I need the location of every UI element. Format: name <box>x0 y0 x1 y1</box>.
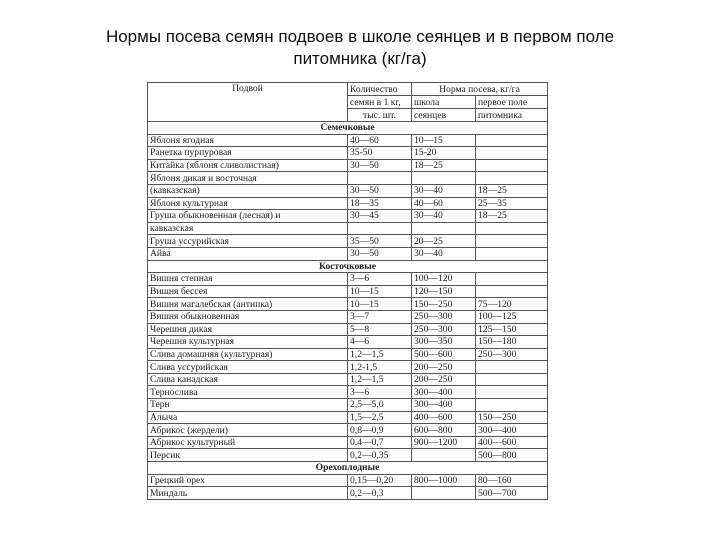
table-row <box>148 235 548 248</box>
cell-norm-field: 500—700 <box>476 487 548 500</box>
cell-norm-school <box>412 487 476 500</box>
cell-norm-school: 600—800 <box>412 424 476 437</box>
cell-rootstock: Персик <box>148 449 348 462</box>
table-row <box>148 247 548 260</box>
cell-seed-quantity: 30—50 <box>348 247 412 260</box>
cell-rootstock: Грецкий орех <box>148 474 348 487</box>
table-body <box>148 122 548 500</box>
cell-norm-field: 75—120 <box>476 298 548 311</box>
table-row <box>148 449 548 462</box>
table-row <box>148 197 548 210</box>
table-row <box>148 172 548 185</box>
table-row <box>148 361 548 374</box>
cell-rootstock: (кавказская) <box>148 184 348 197</box>
cell-seed-quantity: 3—6 <box>348 273 412 286</box>
cell-rootstock: Вишня степная <box>148 273 348 286</box>
table-row <box>148 310 548 323</box>
cell-rootstock: Вишня обыкновенная <box>148 310 348 323</box>
cell-rootstock: Слива канадская <box>148 373 348 386</box>
cell-norm-school: 10—15 <box>412 134 476 147</box>
table-row <box>148 474 548 487</box>
section-title: Семечковые <box>148 122 548 135</box>
header-rootstock: Подвой <box>148 83 348 122</box>
cell-rootstock: Яблоня ягодная <box>148 134 348 147</box>
cell-norm-field <box>476 273 548 286</box>
sowing-norms-table <box>147 82 548 500</box>
cell-norm-field <box>476 361 548 374</box>
cell-seed-quantity: 5—8 <box>348 323 412 336</box>
cell-norm-field <box>476 147 548 160</box>
cell-norm-field <box>476 172 548 185</box>
cell-norm-school <box>412 172 476 185</box>
cell-seed-quantity: 10—15 <box>348 298 412 311</box>
cell-norm-field: 18—25 <box>476 184 548 197</box>
cell-seed-quantity: 0,2—0,35 <box>348 449 412 462</box>
cell-rootstock: Айва <box>148 247 348 260</box>
cell-norm-school: 18—25 <box>412 159 476 172</box>
cell-norm-field: 400—600 <box>476 436 548 449</box>
cell-norm-field <box>476 235 548 248</box>
cell-rootstock: Слива домашняя (культурная) <box>148 348 348 361</box>
cell-rootstock: Абрикос (жердели) <box>148 424 348 437</box>
cell-rootstock: Алыча <box>148 411 348 424</box>
title-line-2: питомника (кг/га) <box>293 49 427 68</box>
cell-rootstock: Яблоня дикая и восточная <box>148 172 348 185</box>
section-row <box>148 260 548 273</box>
cell-seed-quantity: 30—50 <box>348 184 412 197</box>
table-row <box>148 487 548 500</box>
cell-norm-school: 800—1000 <box>412 474 476 487</box>
cell-seed-quantity: 0,2—0,3 <box>348 487 412 500</box>
cell-seed-quantity: 1,2—1,5 <box>348 373 412 386</box>
header-sowing-norm: Норма посева, кг/га <box>412 83 548 96</box>
cell-seed-quantity: 10—15 <box>348 285 412 298</box>
cell-rootstock: Ранетка пурпуровая <box>148 147 348 160</box>
cell-norm-school: 15-20 <box>412 147 476 160</box>
table-row <box>148 348 548 361</box>
cell-seed-quantity: 30—45 <box>348 210 412 223</box>
cell-rootstock: Вишня магалебская (антипка) <box>148 298 348 311</box>
cell-seed-quantity: 0,15—0,20 <box>348 474 412 487</box>
cell-norm-school: 150—250 <box>412 298 476 311</box>
cell-norm-school: 200—250 <box>412 361 476 374</box>
table-row <box>148 386 548 399</box>
cell-seed-quantity: 1,2—1,5 <box>348 348 412 361</box>
cell-seed-quantity: 1,5—2,5 <box>348 411 412 424</box>
cell-norm-field <box>476 222 548 235</box>
cell-norm-school: 40—60 <box>412 197 476 210</box>
sowing-norms-table-container <box>147 82 547 500</box>
cell-norm-field: 80—160 <box>476 474 548 487</box>
cell-norm-field <box>476 386 548 399</box>
cell-seed-quantity: 30—50 <box>348 159 412 172</box>
cell-norm-field: 500—800 <box>476 449 548 462</box>
cell-seed-quantity: 2,5—5,0 <box>348 399 412 412</box>
table-row <box>148 273 548 286</box>
cell-norm-field: 100—125 <box>476 310 548 323</box>
cell-rootstock: Вишня бессея <box>148 285 348 298</box>
section-row <box>148 122 548 135</box>
table-row <box>148 336 548 349</box>
cell-norm-field <box>476 247 548 260</box>
cell-norm-school <box>412 222 476 235</box>
cell-norm-school: 200—250 <box>412 373 476 386</box>
cell-norm-school: 250—300 <box>412 323 476 336</box>
cell-rootstock: Груша обыкновенная (лесная) и <box>148 210 348 223</box>
cell-norm-school: 30—40 <box>412 210 476 223</box>
table-row <box>148 298 548 311</box>
cell-rootstock: Китайка (яблоня сливолистная) <box>148 159 348 172</box>
header-field-line-2: питомника <box>476 109 548 122</box>
table-row <box>148 424 548 437</box>
cell-norm-field <box>476 159 548 172</box>
section-title: Косточковые <box>148 260 548 273</box>
cell-seed-quantity: 0,4—0,7 <box>348 436 412 449</box>
cell-seed-quantity: 18—35 <box>348 197 412 210</box>
table-row <box>148 436 548 449</box>
cell-norm-field: 150—250 <box>476 411 548 424</box>
cell-rootstock: Абрикос культурный <box>148 436 348 449</box>
cell-seed-quantity: 3—6 <box>348 386 412 399</box>
cell-norm-school: 300—400 <box>412 399 476 412</box>
cell-norm-field: 150—180 <box>476 336 548 349</box>
header-school-line-1: школа <box>412 96 476 109</box>
table-row <box>148 373 548 386</box>
table-row <box>148 285 548 298</box>
table-row <box>148 399 548 412</box>
cell-norm-field <box>476 399 548 412</box>
cell-seed-quantity: 35-50 <box>348 147 412 160</box>
cell-rootstock: Черешня дикая <box>148 323 348 336</box>
cell-norm-school <box>412 449 476 462</box>
cell-norm-field: 18—25 <box>476 210 548 223</box>
cell-seed-quantity: 4—6 <box>348 336 412 349</box>
cell-rootstock: Черешня культурная <box>148 336 348 349</box>
table-row <box>148 222 548 235</box>
cell-norm-school: 500—600 <box>412 348 476 361</box>
header-quantity-line-2: семян в 1 кг, <box>348 96 412 109</box>
cell-rootstock: Груша уссурийская <box>148 235 348 248</box>
cell-norm-school: 300—400 <box>412 386 476 399</box>
cell-seed-quantity: 40—60 <box>348 134 412 147</box>
cell-norm-school: 300—350 <box>412 336 476 349</box>
cell-rootstock: кавказская <box>148 222 348 235</box>
table-row <box>148 134 548 147</box>
cell-norm-field: 250—300 <box>476 348 548 361</box>
slide-title <box>40 26 680 70</box>
cell-norm-field <box>476 134 548 147</box>
cell-norm-field <box>476 373 548 386</box>
cell-rootstock: Миндаль <box>148 487 348 500</box>
cell-norm-school: 100—120 <box>412 273 476 286</box>
cell-norm-school: 120—150 <box>412 285 476 298</box>
cell-rootstock: Слива уссурийская <box>148 361 348 374</box>
cell-norm-field <box>476 285 548 298</box>
cell-norm-school: 30—40 <box>412 184 476 197</box>
cell-seed-quantity: 0,8—0,9 <box>348 424 412 437</box>
header-field-line-1: первое поле <box>476 96 548 109</box>
cell-seed-quantity <box>348 222 412 235</box>
cell-norm-school: 30—40 <box>412 247 476 260</box>
cell-norm-school: 250—300 <box>412 310 476 323</box>
header-quantity-line-1: Количество <box>348 83 412 96</box>
cell-rootstock: Терн <box>148 399 348 412</box>
cell-seed-quantity <box>348 172 412 185</box>
title-line-1: Нормы посева семян подвоев в школе сеянцев и в первом поле <box>105 27 615 46</box>
cell-seed-quantity: 3—7 <box>348 310 412 323</box>
table-row <box>148 323 548 336</box>
cell-norm-field: 125—150 <box>476 323 548 336</box>
header-quantity-line-3: тыс. шт. <box>348 109 412 122</box>
table-row <box>148 159 548 172</box>
header-school-line-2: сеянцев <box>412 109 476 122</box>
cell-norm-school: 900—1200 <box>412 436 476 449</box>
cell-rootstock: Тернослива <box>148 386 348 399</box>
section-title: Орехоплодные <box>148 462 548 475</box>
cell-norm-field: 300—400 <box>476 424 548 437</box>
cell-seed-quantity: 35—50 <box>348 235 412 248</box>
cell-seed-quantity: 1,2-1,5 <box>348 361 412 374</box>
table-row <box>148 210 548 223</box>
cell-norm-school: 20—25 <box>412 235 476 248</box>
cell-rootstock: Яблоня культурная <box>148 197 348 210</box>
cell-norm-field: 25—35 <box>476 197 548 210</box>
cell-norm-school: 400—600 <box>412 411 476 424</box>
section-row <box>148 462 548 475</box>
table-row <box>148 411 548 424</box>
table-row <box>148 184 548 197</box>
table-row <box>148 147 548 160</box>
